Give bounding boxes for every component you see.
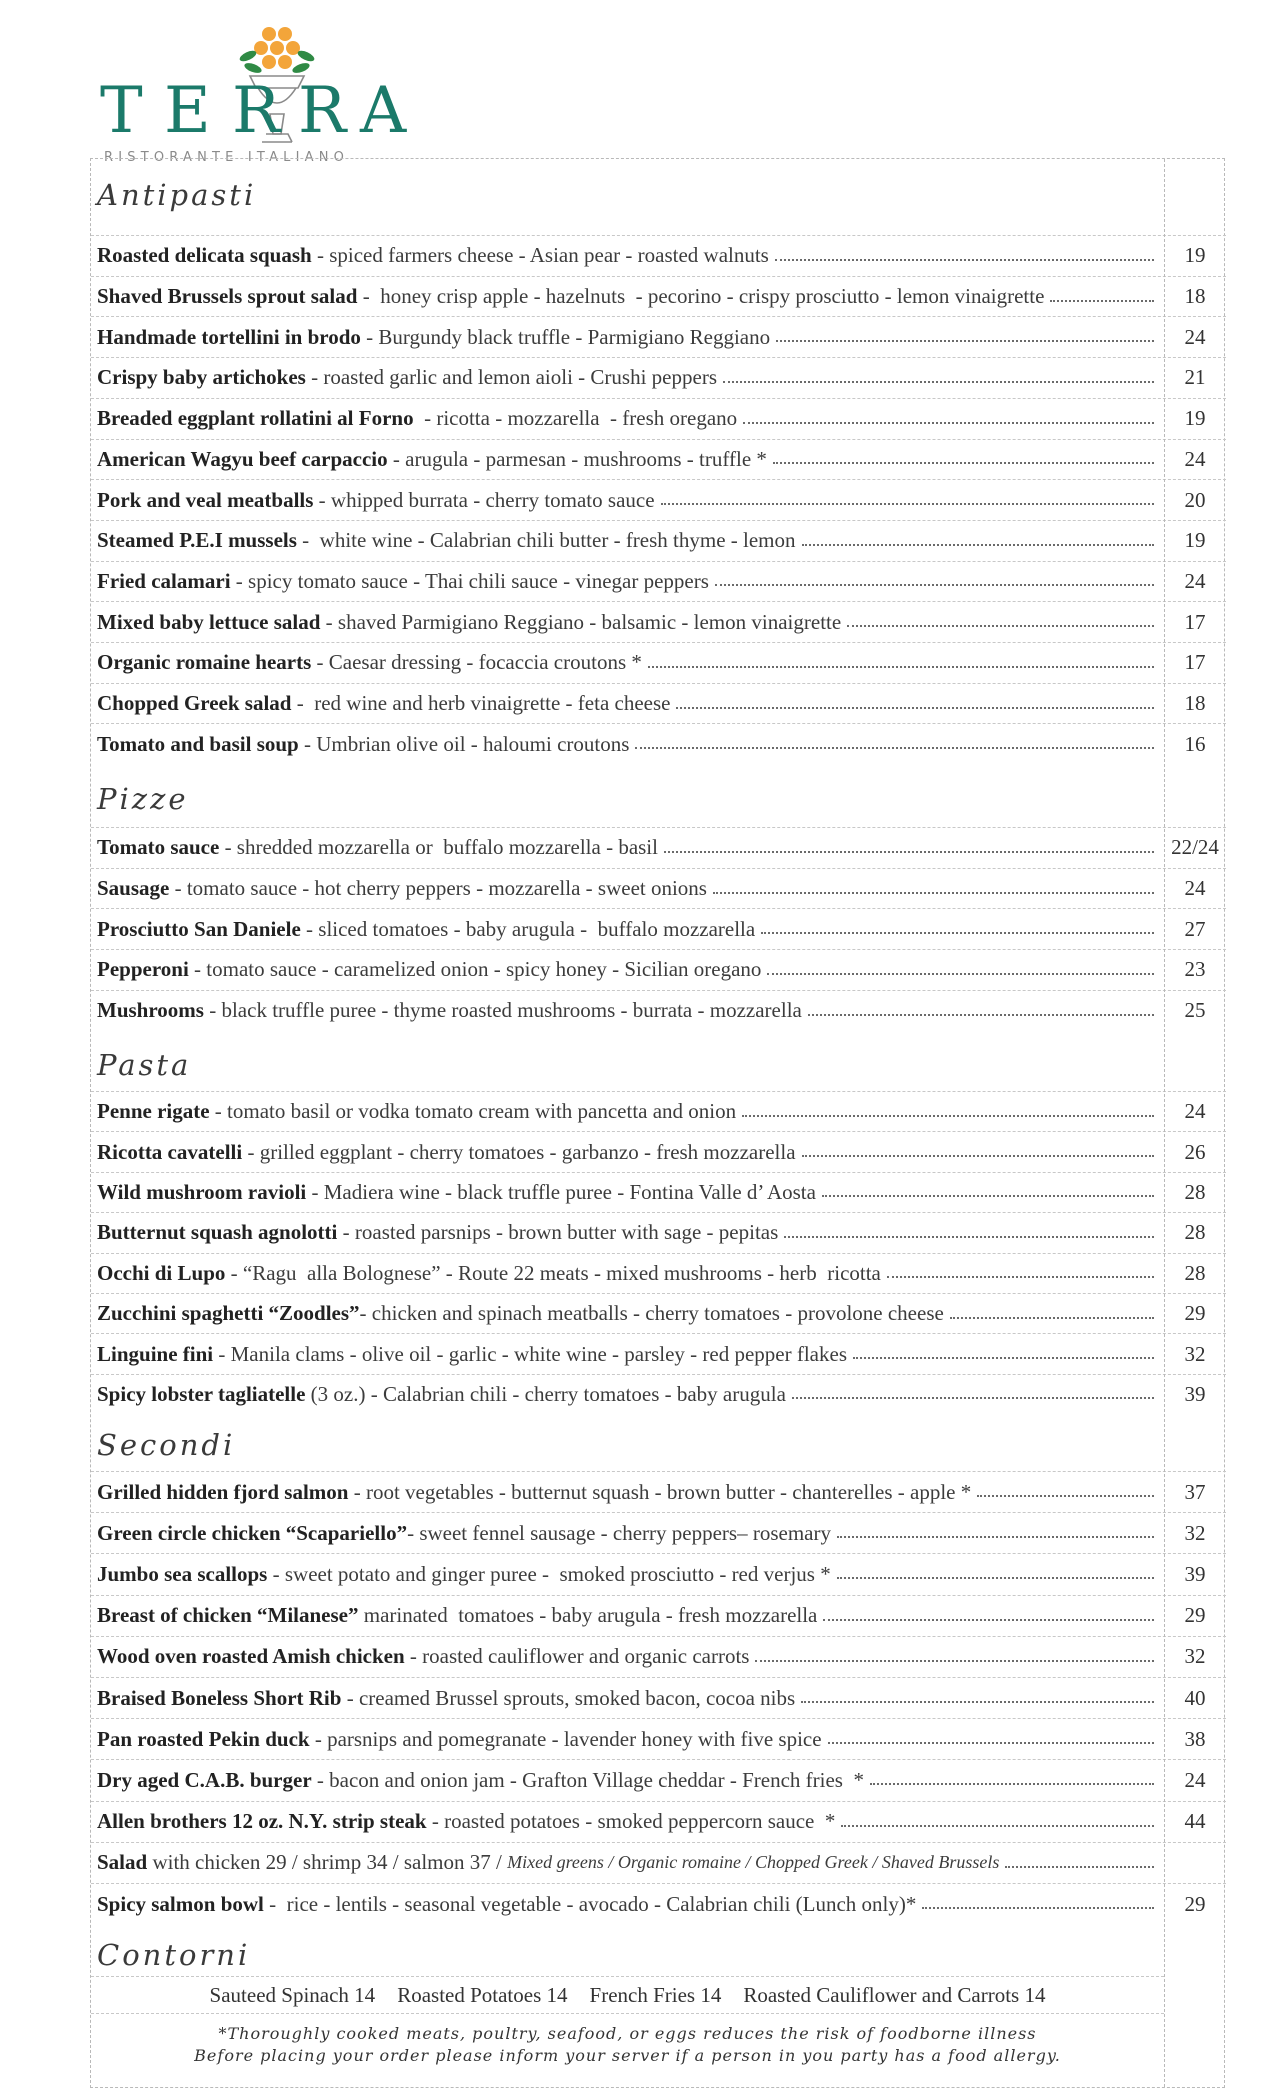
dot-leader <box>767 973 1154 975</box>
menu-item-row <box>91 1677 1226 1718</box>
dot-leader <box>837 1536 1154 1538</box>
menu-item <box>97 828 1154 868</box>
dish-price: 37 <box>1184 1479 1206 1504</box>
contorni-item: French Fries 14 <box>589 1982 722 2007</box>
menu-frame <box>90 158 1225 2088</box>
menu-item <box>97 1173 1154 1212</box>
dish-description: - ricotta - mozzarella - fresh oregano <box>413 406 738 431</box>
dish-price: 24 <box>1184 446 1206 471</box>
dot-leader <box>664 851 1154 853</box>
menu-item-row <box>91 683 1226 724</box>
dot-leader <box>1005 1866 1154 1868</box>
section-title-contorni: Contorni <box>97 1938 251 1972</box>
dot-leader <box>870 1783 1154 1785</box>
dish-name: Tomato sauce <box>97 835 220 860</box>
dish-description: - chicken and spinach meatballs - cherry tomatoes - provolone cheese <box>359 1301 944 1326</box>
dish-price: 32 <box>1184 1341 1206 1366</box>
dish-name: Occhi di Lupo <box>97 1260 226 1285</box>
section-title-pasta: Pasta <box>97 1048 192 1082</box>
logo-tagline: RISTORANTE ITALIANO <box>104 150 350 165</box>
menu-item-row <box>91 949 1226 990</box>
dish-price: 16 <box>1184 731 1206 756</box>
menu-item <box>97 1719 1154 1759</box>
menu-item <box>97 521 1154 561</box>
menu-item <box>97 480 1154 520</box>
dish-description: - Manila clams - olive oil - garlic - white wine - parsley - red pepper flakes <box>213 1341 847 1366</box>
menu-item <box>97 1884 1154 1924</box>
dish-name: American Wagyu beef carpaccio <box>97 446 388 471</box>
menu-item <box>97 950 1154 990</box>
dish-description: with chicken 29 / shrimp 34 / salmon 37 / <box>147 1850 508 1875</box>
dish-price: 32 <box>1184 1520 1206 1545</box>
section-title-secondi: Secondi <box>97 1428 236 1462</box>
dish-price: 24 <box>1184 1767 1206 1792</box>
menu-item <box>97 1334 1154 1373</box>
dish-description: - “Ragu alla Bolognese” - Route 22 meats - mixed mushrooms - herb ricotta <box>225 1260 881 1285</box>
menu-item-row <box>91 276 1226 317</box>
dot-leader <box>742 1115 1154 1117</box>
dish-price: 28 <box>1184 1260 1206 1285</box>
menu-item-row <box>91 827 1226 868</box>
menu-item-row <box>91 1374 1226 1414</box>
dish-price <box>1164 1843 1226 1883</box>
menu-item-row <box>91 398 1226 439</box>
food-safety-note: *Thoroughly cooked meats, poultry, seafood, or eggs reduces the risk of foodborne illness <box>218 2024 1037 2043</box>
dish-name: Wood oven roasted Amish chicken <box>97 1644 405 1669</box>
contorni-item: Roasted Potatoes 14 <box>397 1982 568 2007</box>
dish-name: Crispy baby artichokes <box>97 365 306 390</box>
menu-item <box>97 1802 1154 1842</box>
menu-item <box>97 440 1154 480</box>
dot-leader <box>784 1236 1154 1238</box>
dish-name: Green circle chicken “Scapariello” <box>97 1520 408 1545</box>
dish-description: - honey crisp apple - hazelnuts - pecorino - crispy prosciutto - lemon vinaigrette <box>357 284 1045 309</box>
menu-item <box>97 1213 1154 1252</box>
menu-item <box>97 317 1154 357</box>
dish-name: Prosciutto San Daniele <box>97 916 301 941</box>
dot-leader <box>761 932 1154 934</box>
dish-price: 24 <box>1184 568 1206 593</box>
dish-price: 17 <box>1184 609 1206 634</box>
logo-letter-r1: R <box>232 74 283 148</box>
menu-item-row <box>91 1759 1226 1800</box>
dish-description: - shaved Parmigiano Reggiano - balsamic - lemon vinaigrette <box>320 609 842 634</box>
menu-item-row <box>91 439 1226 480</box>
dish-price: 19 <box>1184 243 1206 268</box>
menu-item-row <box>91 1172 1226 1212</box>
dish-price: 24 <box>1184 876 1206 901</box>
dish-description: - sliced tomatoes - baby arugula - buffalo mozzarella <box>300 916 756 941</box>
dish-name: Dry aged C.A.B. burger <box>97 1767 312 1792</box>
dish-price: 39 <box>1184 1561 1206 1586</box>
dot-leader <box>676 707 1154 709</box>
menu-item-row <box>91 479 1226 520</box>
dot-leader <box>755 1660 1154 1662</box>
menu-item <box>97 1472 1154 1512</box>
menu-item-row <box>91 357 1226 398</box>
dish-description: - arugula - parmesan - mushrooms - truffle * <box>387 446 767 471</box>
dish-description: (3 oz.) - Calabrian chili - cherry tomatoes - baby arugula <box>305 1381 786 1406</box>
dish-name: Butternut squash agnolotti <box>97 1220 338 1245</box>
dish-price: 18 <box>1184 284 1206 309</box>
dot-leader <box>648 666 1154 668</box>
menu-item <box>97 562 1154 602</box>
dish-price: 40 <box>1184 1685 1206 1710</box>
dish-description: - Madiera wine - black truffle puree - Fontina Valle d’ Aosta <box>306 1179 816 1204</box>
menu-item <box>97 1554 1154 1594</box>
menu-item <box>97 1254 1154 1293</box>
dot-leader <box>776 340 1154 342</box>
dish-price: 17 <box>1184 650 1206 675</box>
dot-leader <box>743 422 1154 424</box>
section-title-pizze: Pizze <box>97 782 189 816</box>
terra-logo <box>98 22 428 172</box>
dish-price: 25 <box>1184 998 1206 1023</box>
menu-item-row <box>91 316 1226 357</box>
menu-item-row <box>91 868 1226 909</box>
dish-description: - sweet fennel sausage - cherry peppers– rosemary <box>407 1520 831 1545</box>
allergy-note: Before placing your order please inform your server if a person in you party has a food allergy. <box>194 2046 1061 2065</box>
dish-description: - shredded mozzarella or buffalo mozzarella - basil <box>219 835 658 860</box>
dish-price: 38 <box>1184 1726 1206 1751</box>
dish-name: Breaded eggplant rollatini al Forno <box>97 406 414 431</box>
dot-leader <box>773 462 1154 464</box>
dish-name: Linguine fini <box>97 1341 214 1366</box>
dish-price: 22/24 <box>1171 835 1219 860</box>
dish-description: - Umbrian olive oil - haloumi croutons <box>298 731 630 756</box>
menu-item <box>97 1092 1154 1131</box>
dish-description: - grilled eggplant - cherry tomatoes - garbanzo - fresh mozzarella <box>242 1139 796 1164</box>
dot-leader <box>977 1495 1154 1497</box>
dish-name: Grilled hidden fjord salmon <box>97 1479 349 1504</box>
dot-leader <box>853 1357 1154 1359</box>
menu-item-row <box>91 1293 1226 1333</box>
dish-price: 28 <box>1184 1179 1206 1204</box>
dot-leader <box>950 1317 1154 1319</box>
dish-name: Pepperoni <box>97 957 189 982</box>
menu-item <box>97 643 1154 683</box>
menu-item-row <box>91 1091 1226 1131</box>
dish-name: Zucchini spaghetti “Zoodles” <box>97 1301 360 1326</box>
menu-item <box>97 1760 1154 1800</box>
contorni-item: Roasted Cauliflower and Carrots 14 <box>743 1982 1046 2007</box>
menu-item <box>97 1513 1154 1553</box>
dish-name: Mixed baby lettuce salad <box>97 609 321 634</box>
dish-description: - white wine - Calabrian chili butter - fresh thyme - lemon <box>296 528 796 553</box>
menu-item-row <box>91 1512 1226 1553</box>
dish-description: - roasted parsnips - brown butter with sage - pepitas <box>337 1220 779 1245</box>
menu-item-row <box>91 520 1226 561</box>
menu-item <box>97 236 1154 276</box>
dot-leader <box>1050 300 1154 302</box>
dish-price: 20 <box>1184 487 1206 512</box>
menu-item-row <box>91 908 1226 949</box>
menu-item-row <box>91 1333 1226 1373</box>
dish-description: - Caesar dressing - focaccia croutons * <box>311 650 642 675</box>
salad-options: Mixed greens / Organic romaine / Chopped Greek / Shaved Brussels <box>507 1852 1000 1873</box>
menu-item <box>97 1132 1154 1171</box>
dish-description: - roasted potatoes - smoked peppercorn sauce * <box>426 1809 836 1834</box>
dish-price: 28 <box>1184 1220 1206 1245</box>
dot-leader <box>822 1195 1154 1197</box>
menu-item-row <box>91 1883 1226 1924</box>
menu-item <box>97 277 1154 317</box>
dot-leader <box>792 1397 1154 1399</box>
dish-description: - rice - lentils - seasonal vegetable - avocado - Calabrian chili (Lunch only)* <box>263 1891 917 1916</box>
dish-name: Organic romaine hearts <box>97 650 312 675</box>
dish-price: 18 <box>1184 691 1206 716</box>
menu-item-row <box>91 1553 1226 1594</box>
dish-name: Pork and veal meatballs <box>97 487 314 512</box>
dish-description: - root vegetables - butternut squash - brown butter - chanterelles - apple * <box>348 1479 972 1504</box>
menu-item-row <box>91 1636 1226 1677</box>
dish-description: - bacon and onion jam - Grafton Village cheddar - French fries * <box>311 1767 864 1792</box>
logo-letter-a: A <box>360 74 409 148</box>
menu-item <box>97 1375 1154 1414</box>
menu-item-row <box>91 1801 1226 1842</box>
dish-description: - sweet potato and ginger puree - smoked prosciutto - red verjus * <box>267 1561 831 1586</box>
menu-item-row <box>91 723 1226 764</box>
dish-description: - black truffle puree - thyme roasted mushrooms - burrata - mozzarella <box>203 998 802 1023</box>
dish-name: Fried calamari <box>97 568 231 593</box>
dish-name: Spicy lobster tagliatelle <box>97 1381 306 1406</box>
menu-item-row <box>91 1595 1226 1636</box>
dot-leader <box>808 1014 1154 1016</box>
menu-item <box>97 1294 1154 1333</box>
menu-item-row <box>91 1718 1226 1759</box>
menu-item-row <box>91 235 1226 276</box>
menu-item <box>97 991 1154 1031</box>
dish-name: Wild mushroom ravioli <box>97 1179 307 1204</box>
dot-leader <box>847 625 1154 627</box>
dish-name: Salad <box>97 1850 148 1875</box>
dish-price: 26 <box>1184 1139 1206 1164</box>
dish-name: Allen brothers 12 oz. N.Y. strip steak <box>97 1809 427 1834</box>
menu-item <box>97 684 1154 724</box>
dish-price: 19 <box>1184 406 1206 431</box>
dot-leader <box>802 1155 1154 1157</box>
dish-description: - spiced farmers cheese - Asian pear - roasted walnuts <box>311 243 769 268</box>
dish-description: - red wine and herb vinaigrette - feta cheese <box>291 691 671 716</box>
dish-name: Penne rigate <box>97 1099 210 1124</box>
dot-leader <box>841 1825 1154 1827</box>
dish-price: 24 <box>1184 324 1206 349</box>
menu-item <box>97 1637 1154 1677</box>
dish-description: - roasted garlic and lemon aioli - Crushi peppers <box>305 365 717 390</box>
dot-leader <box>828 1742 1154 1744</box>
dot-leader <box>775 259 1154 261</box>
dot-leader <box>801 1701 1154 1703</box>
dish-name: Sausage <box>97 876 170 901</box>
dish-name: Shaved Brussels sprout salad <box>97 284 358 309</box>
menu-item <box>97 1843 1154 1883</box>
dish-name: Spicy salmon bowl <box>97 1891 264 1916</box>
allergy-notes <box>91 2023 1164 2067</box>
menu-item <box>97 399 1154 439</box>
dish-name: Pan roasted Pekin duck <box>97 1726 310 1751</box>
menu-item-row <box>91 561 1226 602</box>
menu-item <box>97 869 1154 909</box>
section-title-antipasti: Antipasti <box>97 178 257 212</box>
menu-item <box>97 909 1154 949</box>
dish-description: - spicy tomato sauce - Thai chili sauce - vinegar peppers <box>230 568 709 593</box>
dish-name: Roasted delicata squash <box>97 243 312 268</box>
dish-description: - Burgundy black truffle - Parmigiano Reggiano <box>360 324 771 349</box>
dot-leader <box>715 584 1154 586</box>
logo-letter-t: T <box>100 74 145 148</box>
dot-leader <box>922 1907 1154 1909</box>
menu-item <box>97 1678 1154 1718</box>
dish-name: Steamed P.E.I mussels <box>97 528 297 553</box>
dish-price: 32 <box>1184 1644 1206 1669</box>
dish-description: - parsnips and pomegranate - lavender honey with five spice <box>309 1726 822 1751</box>
dot-leader <box>713 892 1154 894</box>
menu-item-row <box>91 990 1226 1031</box>
dish-name: Mushrooms <box>97 998 204 1023</box>
menu-item <box>97 724 1154 764</box>
dish-description: - whipped burrata - cherry tomato sauce <box>313 487 655 512</box>
dish-price: 29 <box>1184 1603 1206 1628</box>
logo-letter-r2: R <box>298 74 349 148</box>
dish-price: 19 <box>1184 528 1206 553</box>
menu-item-row <box>91 1131 1226 1171</box>
dish-price: 44 <box>1184 1809 1206 1834</box>
dish-price: 27 <box>1184 916 1206 941</box>
dish-description: - tomato sauce - hot cherry peppers - mozzarella - sweet onions <box>169 876 707 901</box>
contorni-list <box>91 1976 1164 2014</box>
menu-item-row <box>91 1842 1226 1883</box>
menu-item <box>97 358 1154 398</box>
urn-logo-icon <box>98 22 428 172</box>
orange-fruit-icon <box>254 27 300 69</box>
dot-leader <box>823 1619 1154 1621</box>
dish-description: - tomato basil or vodka tomato cream with pancetta and onion <box>209 1099 737 1124</box>
dish-price: 23 <box>1184 957 1206 982</box>
dish-name: Jumbo sea scallops <box>97 1561 268 1586</box>
dot-leader <box>635 747 1154 749</box>
menu-item-row <box>91 1253 1226 1293</box>
dish-description: marinated tomatoes - baby arugula - fresh mozzarella <box>358 1603 818 1628</box>
contorni-item: Sauteed Spinach 14 <box>209 1982 376 2007</box>
dish-price: 29 <box>1184 1301 1206 1326</box>
dish-name: Tomato and basil soup <box>97 731 299 756</box>
dot-leader <box>661 503 1154 505</box>
dish-price: 21 <box>1184 365 1206 390</box>
dish-name: Chopped Greek salad <box>97 691 292 716</box>
dish-description: - creamed Brussel sprouts, smoked bacon, cocoa nibs <box>341 1685 796 1710</box>
dot-leader <box>887 1276 1154 1278</box>
dish-name: Breast of chicken “Milanese” <box>97 1603 359 1628</box>
dot-leader <box>723 381 1154 383</box>
dish-name: Braised Boneless Short Rib <box>97 1685 342 1710</box>
dish-description: - roasted cauliflower and organic carrots <box>404 1644 750 1669</box>
menu-item-row <box>91 1212 1226 1252</box>
menu-item-row <box>91 1471 1226 1512</box>
dish-description: - tomato sauce - caramelized onion - spicy honey - Sicilian oregano <box>188 957 762 982</box>
menu-item-row <box>91 642 1226 683</box>
dish-price: 24 <box>1184 1099 1206 1124</box>
menu-item <box>97 1596 1154 1636</box>
dot-leader <box>837 1577 1154 1579</box>
dish-name: Handmade tortellini in brodo <box>97 324 361 349</box>
menu-item-row <box>91 601 1226 642</box>
menu-item <box>97 602 1154 642</box>
dot-leader <box>802 544 1154 546</box>
logo-letter-e: E <box>164 74 213 148</box>
dish-price: 29 <box>1184 1891 1206 1916</box>
dish-name: Ricotta cavatelli <box>97 1139 243 1164</box>
dish-price: 39 <box>1184 1381 1206 1406</box>
